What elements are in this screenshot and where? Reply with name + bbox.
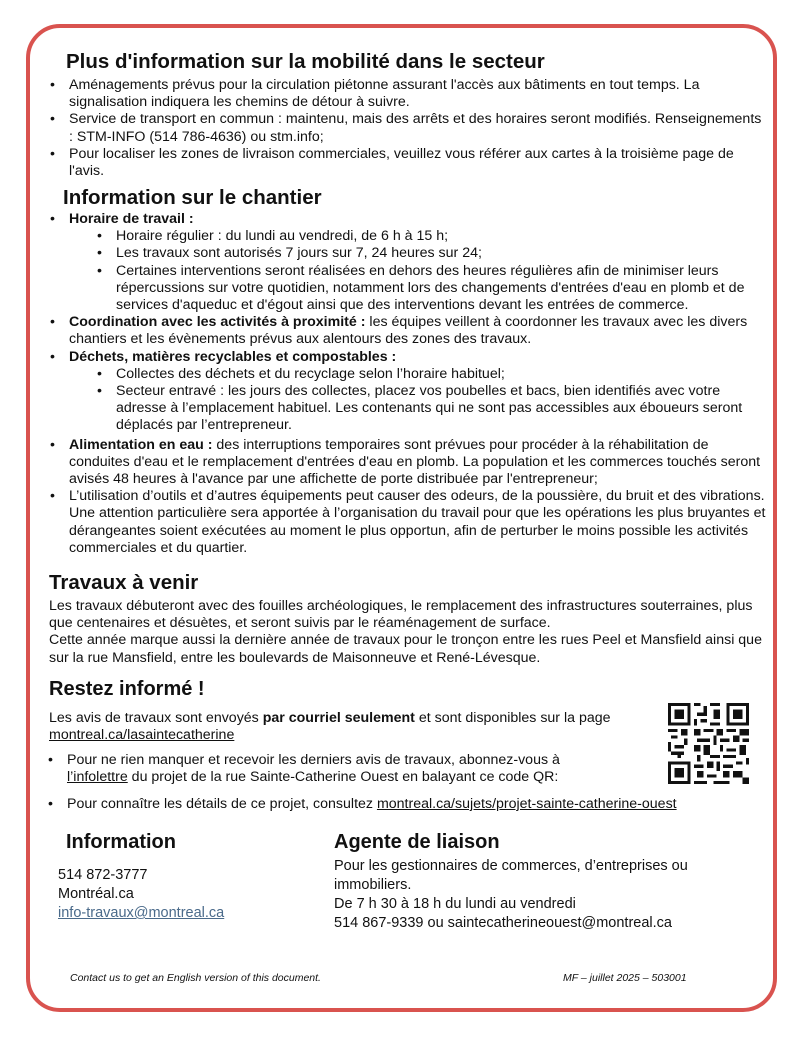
dechets-label: Déchets, matières recyclables et compostables : [69,348,397,365]
agente-line: Pour les gestionnaires de commerces, d’entreprises ou immobiliers. [334,858,688,893]
coordination-label: Coordination avec les activités à proximité : [69,314,366,331]
projet-item [67,796,767,813]
horaire-item [69,211,769,314]
english-version-note: Contact us to get an English version of this document. [70,972,321,984]
mobility-item: • Pour localiser les zones de livraison commerciales, veuillez vous référer aux cartes à la troisième page de l'avis. [69,146,769,180]
infolettre-link[interactable]: l’infolettre [67,769,128,786]
qr-code-icon[interactable] [662,703,755,784]
horaire-sublist [69,228,769,314]
mobility-list [69,77,769,180]
infolettre-text-2: du projet de la rue Sainte-Catherine Ouest en balayant ce code QR: [127,769,559,786]
venir-p1: Les travaux débuteront avec des fouilles archéologiques, le remplacement des infrastructures souterraines, plus que centenaires et désuètes, et seront suivis par le réaménagement de surface. [49,598,753,632]
horaire-subitem: • Horaire régulier : du lundi au vendredi, de 6 h à 15 h; [116,228,769,245]
restez-intro-text-2: et sont disponibles sur la page [414,710,611,726]
information-email-link[interactable]: info-travaux@montreal.ca [58,905,225,921]
mobility-item: • Service de transport en commun : maintenu, mais des arrêts et des horaires seront modifiés. Renseignements : STM-INFO (514 786-4636) ou stm.info; [69,111,769,145]
horaire-subitem: • Les travaux sont autorisés 7 jours sur 7, 24 heures sur 24; [116,245,769,262]
document-reference: MF – juillet 2025 – 503001 [563,972,687,984]
dechets-subitem: • Secteur entravé : les jours des collectes, placez vos poubelles et bacs, bien identifiés avec votre adresse à l’emplacement habituel. Les contenants qui ne sont pas accessibles aux éboueurs seront déplacés par l’entrepreneur. [116,383,769,435]
infolettre-text: Pour ne rien manquer et recevoir les derniers avis de travaux, abonnez-vous à [67,752,560,768]
horaire-subitem: • Certaines interventions seront réalisées en dehors des heures régulières afin de minimiser leurs répercussions sur votre quotidien, notamment lors des changements d'entrées d'eau en plomb et de services d'aqueduc et d'égout ainsi que des interventions devant les entrées de commerce. [116,263,769,315]
infolettre-item [67,752,647,786]
information-block [58,866,224,923]
restez-intro-text: Les avis de travaux sont envoyés [49,710,263,726]
coordination-text: les équipes veillent à coordonner les travaux avec les divers chantiers et les évènements prévus aux alentours des zones des travaux. [69,314,748,348]
agente-contact: 514 867-9339 ou saintecatherineouest@montreal.ca [334,915,672,931]
eau-text: des interruptions temporaires sont prévues pour procéder à la réhabilitation de conduites d'eau et le remplacement d'entrées d'eau en plomb. La population et les commerces touchés seront avisés 48 heures à l'avance par une affichette de porte distribuée par l'entrepreneur; [69,436,761,488]
eau-label: Alimentation en eau : [69,436,213,453]
lasaintecatherine-link[interactable]: montreal.ca/lasaintecatherine [49,727,235,744]
restez-intro-bold: par courriel seulement [262,710,415,726]
chantier-list [69,211,769,557]
venir-paragraph [49,598,779,667]
information-heading: Information [66,831,176,853]
venir-p2: Cette année marque aussi la dernière année de travaux pour le tronçon entre les rues Peel et Mansfield ainsi que sur la rue Mansfield, entre les boulevards de Maisonneuve et René-Lévesque. [49,632,762,666]
dechets-item [69,349,769,435]
dechets-subitem: • Collectes des déchets et du recyclage selon l’horaire habituel; [116,366,769,383]
restez-intro [49,710,649,744]
outils-item: • L’utilisation d’outils et d’autres équipements peut causer des odeurs, de la poussière, du bruit et des vibrations. Une attention particulière sera apportée à l’organisation du travail pour que les opérations les plus bruyantes et dérangeantes soient exécutées au moment le plus opportun, afin de perturber le moins possible les activités commerciales et du quartier. [69,488,769,557]
agente-block [334,857,754,933]
chantier-heading: Information sur le chantier [63,186,322,209]
horaire-label: Horaire de travail : [69,211,194,227]
information-phone: 514 872-3777 [58,867,148,883]
coordination-item [69,314,769,348]
mobility-item: • Aménagements prévus pour la circulation piétonne assurant l'accès aux bâtiments en tout temps. La signalisation indiquera les chemins de détour à suivre. [69,77,769,111]
projet-link[interactable]: montreal.ca/sujets/projet-sainte-catherine-ouest [376,796,677,812]
projet-list [67,796,767,813]
venir-heading: Travaux à venir [49,571,199,594]
agente-heading: Agente de liaison [334,831,500,853]
restez-list [67,752,647,786]
restez-heading: Restez informé ! [49,678,205,700]
dechets-sublist [69,366,769,435]
agente-hours: De 7 h 30 à 18 h du lundi au vendredi [334,896,576,912]
information-site: Montréal.ca [58,886,134,902]
eau-item [69,437,769,489]
projet-text: Pour connaître les détails de ce projet, consultez [67,796,377,812]
mobility-heading: Plus d'information sur la mobilité dans le secteur [66,50,545,73]
